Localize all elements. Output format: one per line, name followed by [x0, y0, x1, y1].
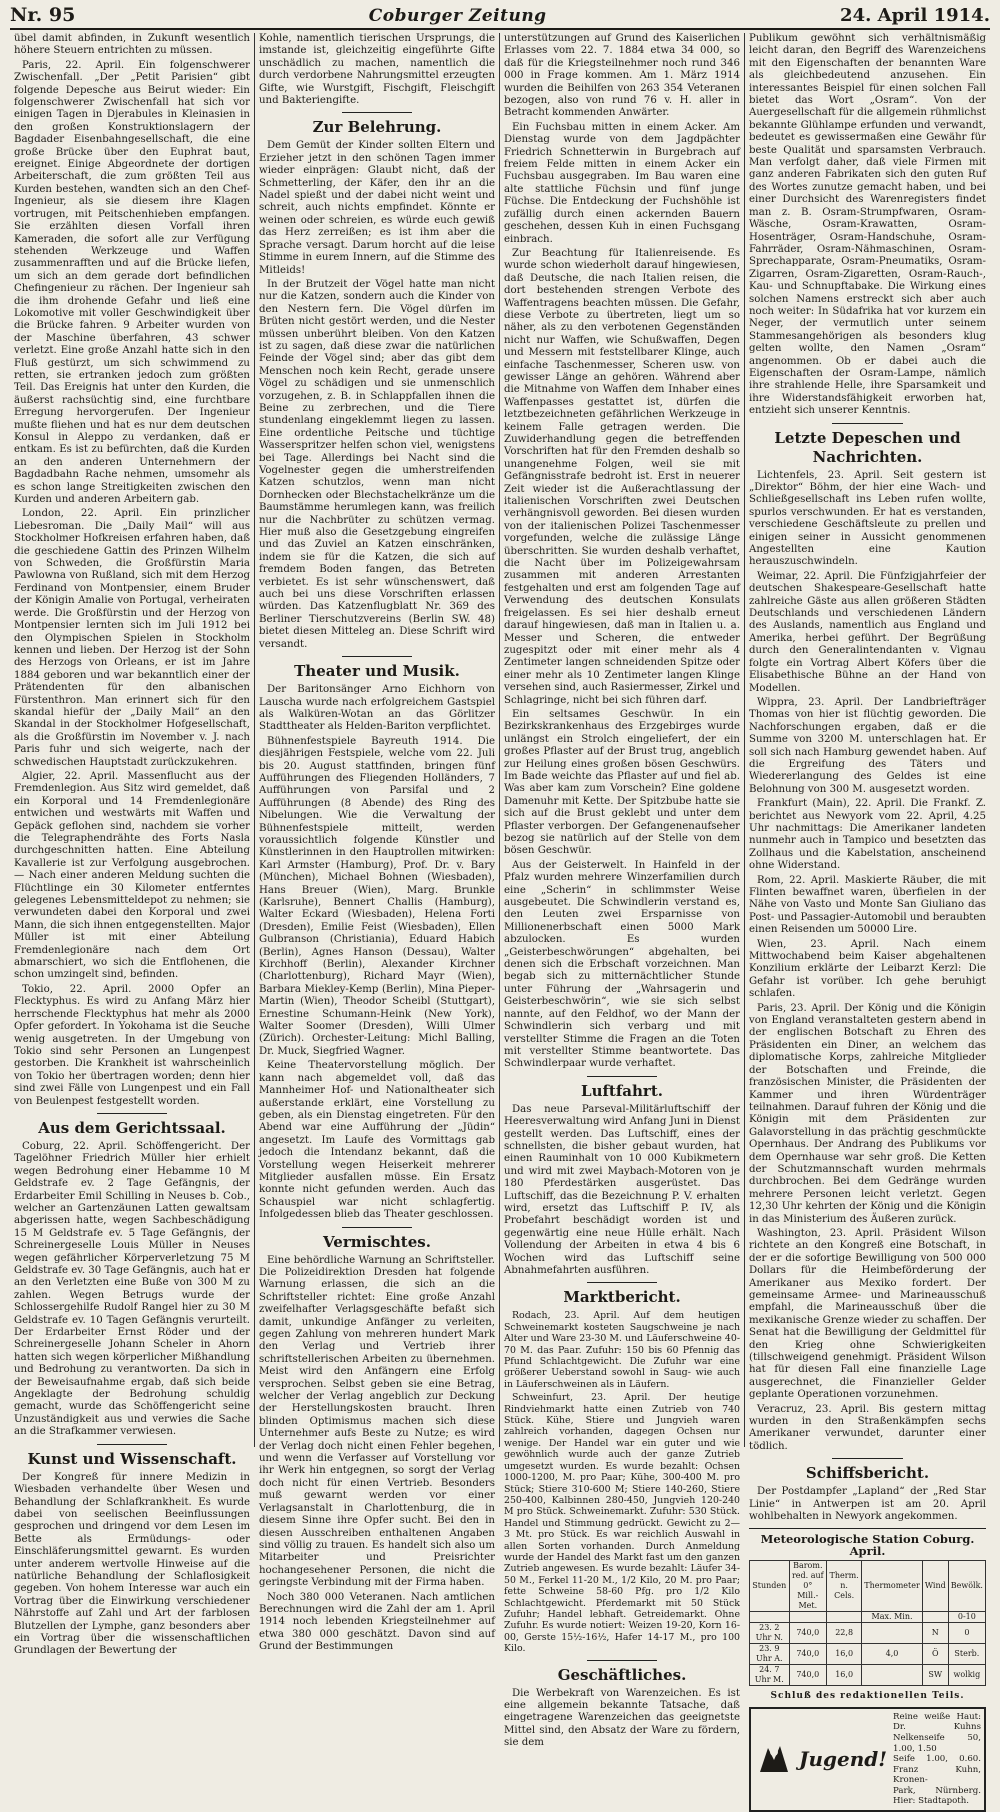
- divider: [342, 656, 413, 657]
- weather-subheader: [826, 1612, 861, 1623]
- section-heading-art: Kunst und Wissenschaft.: [27, 1449, 237, 1468]
- weather-cell: Ö: [922, 1644, 948, 1665]
- divider: [587, 1076, 658, 1077]
- weather-cell: SW: [922, 1665, 948, 1686]
- weather-cell: Sterb.: [948, 1644, 985, 1665]
- article-fox: Ein Fuchsbau mitten in einem Acker. Am Dienstag wurde von dem Jagdpächter Friedrich Schnetterwin in Burgebrach auf freiem Felde mitten in einem Acker ein Fuchsbau ausgegraben. Im Bau waren eine alte stattliche Füchsin und fünf junge Füchse. Die Entdeckung der Fuchshöhle ist zufällig durch einen ackernden Bauern geschehen, dessen Kuh in einen Fuchsgang einbrach.: [504, 121, 740, 245]
- advertisement: [749, 1707, 986, 1812]
- divider: [832, 1458, 903, 1459]
- weather-table: [749, 1560, 986, 1686]
- weather-row: [750, 1665, 986, 1686]
- columns: [10, 33, 990, 1807]
- article-bayreuth: Bühnenfestspiele Bayreuth 1914. Die diesjährigen Festspiele, welche vom 22. Juli bis 20. August stattfinden, bringen fünf Aufführungen des Fliegenden Holländers, 7 Aufführungen von Parsifal und 2 Aufführungen (8 Abende) des Ring des Nibelungen. Wie die Verwaltung der Bühnenfestspiele mitteilt, werden voraussichtlich folgende Künstler und Künstlerinnen in den Hauptrollen mitwirken: Karl Armster (Hamburg), Prof. Dr. v. Bary (München), Michael Bohnen (Wiesbaden), Hans Breuer (Wien), Marg. Brunkle (Karlsruhe), Bennert Challis (Hamburg), Walter Eckard (Wiesbaden), Helena Forti (Dresden), Emilie Feist (Wiesbaden), Ellen Gulbranson (Christiania), Eduard Habich (Berlin), Agnes Hanson (Dessau), Walter Kirchhoff (Berlin), Alexander Kirchner (Charlottenburg), Richard Mayr (Wien), Barbara Miekley-Kemp (Berlin), Mina Pieper-Martin (Wien), Theodor Scheibl (Stuttgart), Ernestine Schumann-Heink (New York), Walter Soomer (Dresden), Willi Ulmer (Zürich). Orchester-Leitung: Michl Balling, Dr. Muck, Siegfried Wagner.: [259, 735, 495, 1057]
- weather-header: Bewölk.: [948, 1561, 985, 1612]
- weather-cell: [862, 1665, 923, 1686]
- section-heading-misc: Vermischtes.: [323, 1232, 431, 1251]
- weather-cell: 16,0: [826, 1665, 861, 1686]
- article-osram: Publikum gewöhnt sich verhältnismäßig leicht daran, den Begriff des Warenzeichens mit den Eigenschaften der benannten Ware als gleichbedeutend anzusehen. Ein interessantes Beispiel für einen solchen Fall bietet das Wort „Osram“. Von der Auergesellschaft für die allgemein rühmlichst bekannte Glühlampe erfunden und verwandt, bedeutet es gewissermaßen eine Gewähr für beste Qualität und sparsamsten Verbrauch. Man verfolgt daher, daß viele Firmen mit ganz anderen Fabrikaten sich den guten Ruf des Wortes zunutze gemacht haben, und bei einer Durchsicht des Warenregisters findet man z. B. Osram-Strumpfwaren, Osram-Wäsche, Osram-Krawatten, Osram-Hosenträger, Osram-Handschuhe, Osram-Fahrräder, Osram-Nähmaschinen, Osram-Sprechapparate, Osram-Pneumatiks, Osram-Zigarren, Osram-Zigaretten, Osram-Rauch-, Kau- und Schnupftabake. Die Wirkung eines solchen Namens erstreckt sich aber auch noch weiter: In Südafrika hat vor kurzem ein Neger, der vermutlich unter seinem Stammesangehörigen als besonders klug gelten wollte, den Namen „Osram“ angenommen. Ob er dabei auch die Eigenschaften der Osram-Lampe, nämlich ihre strahlende Helle, ihre Sparsamkeit und ihre Widerstandsfähigkeit erworben hat, entzieht sich unserer Kenntnis.: [749, 33, 986, 417]
- article-ghosts: Aus der Geisterwelt. In Hainfeld in der Pfalz wurden mehrere Winzerfamilien durch eine „Scherin“ in schlimmster Weise ausgebeutet. Die Schwindlerin verstand es, den Leuten zwei Ersparnisse von Millionenerbschaft einen 5000 Mark abzulocken. Es wurden „Geisterbeschwörungen“ abgehalten, bei denen sich die Erbschaft vorzeichnen. Man begab sich zu mitternächtlicher Stunde unter Führung der „Wahrsagerin und Geisterbeschwörin“, wie sie sich selbst nannte, auf den Feldhof, wo der Mann der Schwindlerin sich verbarg und mit verstellter Stimme die Fragen an die Toten mit verstellter Stimme beantwortete. Das Schwindlerpaar wurde verhaftet.: [504, 859, 740, 1070]
- article-washington: Washington, 23. April. Präsident Wilson richtete an den Kongreß eine Botschaft, in der er die sofortige Bewilligung von 500 000 Dollars für die Heimbeförderung der Amerikaner aus Mexiko fordert. Der gemeinsame Armee- und Marineausschuß empfahl, die Marineausschuß über die mexikanische Grenze wieder zu schaffen. Der Senat hat die Bewilligung der Geldmittel für den Krieg ohne Schwierigkeiten (tillschweigend genehmigt. Präsident Wilson hat für diesen Fall eine finanzielle Lage ausgerechnet, die Finanzieller Gelder geplante Operationen vorzunehmen.: [749, 1227, 986, 1401]
- weather-header: Stunden: [750, 1561, 790, 1612]
- weather-cell: 740,0: [789, 1665, 826, 1686]
- weather-cell: 23. 9 Uhr A.: [750, 1644, 790, 1665]
- article-court: Coburg, 22. April. Schöffengericht. Der Tagelöhner Friedrich Müller hier erhielt wegen Bedrohung einer Hebamme 10 M Geldstrafe ev. 2 Tage Gefängnis, der Erdarbeiter Emil Schilling in Neuses b. Cob., welcher an Gartenzäunen Latten gewaltsam abgerissen hatte, wegen Sachbeschädigung 15 M Geldstrafe ev. 5 Tage Gefängnis, der Schreinergeselle Louis Müller in Neuses wegen gefährlicher Körperverletzung 75 M Geldstrafe ev. 30 Tage Gefängnis, auch hat er an den Verletzten eine Buße von 300 M zu zahlen. Wegen Betrugs wurde der Schlossergehilfe Rudolf Rangel hier zu 30 M Geldstrafe ev. 10 Tagen Gefängnis verurteilt. Der Erdarbeiter Ernst Röder und der Schreinergeselle Johann Scheler in Ahorn hatten sich wegen körperlicher Mißhandlung und Bedrohung zu verantworten. Da sich in der Beweisaufnahme ergab, daß sich beide Angeklagte der Bedrohung schuldig gemacht, wurde das Schöffengericht seine Unzuständigkeit aus und verwies die Sache an die Strafkammer verwiesen.: [14, 1140, 250, 1438]
- divider: [97, 1444, 168, 1445]
- weather-cell: 740,0: [789, 1644, 826, 1665]
- weather-header: Wind: [922, 1561, 948, 1612]
- article-ulcer: Ein seltsames Geschwür. In ein Bezirkskrankenhaus des Erzgebirges wurde unlängst ein Strolch eingeliefert, der ein großes Pflaster auf der Brust trug, angeblich zur Heilung eines großen bösen Geschwürs. Im Bade weichte das Pflaster auf und fiel ab. Was aber kam zum Vorschein? Eine goldene Damenuhr mit Kette. Der Spitzbube hatte sie sich auf die Brust geklebt und unter dem Pflaster verborgen. Der Gefangenenaufseher bezog sie natürlich auf der Stelle von dem bösen Geschwür.: [504, 708, 740, 857]
- weather-cell: 740,0: [789, 1623, 826, 1644]
- divider: [342, 112, 413, 113]
- issue-date: 24. April 1914.: [840, 5, 990, 26]
- weather-header-row: [750, 1561, 986, 1612]
- article-rom: Rom, 22. April. Maskierte Räuber, die mit Flinten bewaffnet waren, überfielen in der Nähe von Vasto und Monte San Giuliano das Post- und Passagier-Automobil und beraubten einen Reisenden um 50000 Lire.: [749, 874, 986, 936]
- divider: [587, 1282, 658, 1283]
- weather-station-title: [749, 1533, 986, 1558]
- weather-cell: [862, 1623, 923, 1644]
- weather-cell: 24. 7 Uhr M.: [750, 1665, 790, 1686]
- weather-cell: 16,0: [826, 1644, 861, 1665]
- ad-line: Park, Nürnberg. Hier: Stadtapoth.: [893, 1785, 981, 1807]
- article-frankfurt: Frankfurt (Main), 22. April. Die Frankf. Z. berichtet aus Newyork vom 22. April, 4.25 Uhr nachmittags: Die Amerikaner landeten nunmehr auch in Tampico und besetzten das Zollhaus und die Kabelstation, anscheinend ohne Widerstand.: [749, 798, 986, 872]
- section-heading-teaching: Zur Belehrung.: [312, 118, 442, 137]
- article-paris: Paris, 23. April. Der König und die Königin von England veranstalteten gestern abend in der englischen Botschaft zu Ehren des Präsidenten ein Diner, an welchem das diplomatische Korps, zahlreiche Mitglieder der Botschaften und Freinde, die französischen Minister, die Präsidenten der Kammer und ihren Würdenträger teilnahmen. Darauf fuhren der König und die Königin mit dem Präsidenten zur Galavorstellung in das prächtig geschmückte Opernhaus. Der Andrang des Publikums vor dem Opernhause war sehr groß. Die Ketten der Schutzmannschaft wurden mehrmals durchbrochen. Bei dem Gedränge wurden mehrere Personen leicht verletzt. Gegen 12,30 Uhr kehrten der König und die Königin in das Ministerium des Äußeren zurück.: [749, 1002, 986, 1225]
- ad-line: Reine weiße Haut: Dr. Kuhns Nelkenseife 50, 1.00, 1.50: [893, 1711, 981, 1754]
- ad-line: Seife 1.00, 0.60. Franz Kuhn, Kronen-: [893, 1754, 981, 1786]
- divider: [97, 1113, 168, 1114]
- ad-brand: Jugend!: [799, 1747, 888, 1772]
- article-wien: Wien, 23. April. Nach einem Mittwochabend beim Kaiser abgehaltenen Konzilium erklärte der Leibarzt Kerzl: Die Gefahr ist vorüber. Ich gehe beruhigt schlafen.: [749, 938, 986, 1000]
- section-heading-theatre: Theater und Musik.: [294, 662, 460, 681]
- column-4: [745, 33, 990, 1807]
- article-wippra: Wippra, 23. April. Der Landbriefträger Thomas von hier ist flüchtig geworden. Die Nachforschungen ergaben, daß er die Summe von 3200 M. unterschlagen hat. Er soll sich nach Hamburg gewendet haben. Auf die Ergreifung des Täters und Wiedererlangung des Geldes ist eine Belohnung von 300 M. ausgesetzt worden.: [749, 696, 986, 795]
- article-paragraph: übel damit abfinden, in Zukunft wesentlich höhere Steuern entrichten zu müssen.: [14, 33, 250, 57]
- column-3: [500, 33, 745, 1749]
- paper-title: Coburger Zeitung: [368, 6, 547, 26]
- article-children: Dem Gemüt der Kinder sollten Eltern und Erzieher jetzt in den schönen Tagen immer wieder einprägen: Glaubt nicht, daß der Schmetterling, der Käfer, den ihr an die Nadel spießt und der dabei nicht weint und schreit, auch nichts empfindet. Könnte er weinen oder schreien, es würde euch gewiß das Herz zerreißen; es ist ihm aber die Sprache versagt. Darum horcht auf die leise Stimme in eurem Innern, auf die Stimme des Mitleids!: [259, 140, 495, 276]
- section-heading-court: Aus dem Gerichtssaal.: [38, 1118, 226, 1137]
- section-heading-business: Geschäftliches.: [557, 1665, 687, 1684]
- weather-subheader: 0-10: [948, 1612, 985, 1623]
- editorial-end-notice: Schluß des redaktionellen Teils.: [770, 1691, 965, 1702]
- article-rodach-market: Rodach, 23. April. Auf dem heutigen Schweinemarkt kosteten Saugschweine je nach Alter und Ware 23-30 M. und Läuferschweine 40-70 M. das Paar. Zufuhr: 150 bis 60 Pfennig das Pfund Schlachtgewicht. Die Zufuhr war eine größerer Ueberstand sowohl in Saug- wie auch in Läuferschweinen als in Läufern.: [504, 1310, 740, 1390]
- article-veracruz: Veracruz, 23. April. Bis gestern mittag wurden in den Straßenkämpfen sechs Amerikaner verwundet, darunter einer tödlich.: [749, 1403, 986, 1452]
- article-algier: Algier, 22. April. Massenflucht aus der Fremdenlegion. Aus Sitz wird gemeldet, daß ein Korporal und 14 Fremdenlegionäre entwichen und westwärts mit Waffen und Gepäck geflohen sind, nachdem sie vorher die Telegraphendrähte des Forts Nasla durchgeschnitten hatten. Eine Abteilung Kavallerie ist zur Verfolgung ausgebrochen. — Nach einer anderen Meldung suchten die Flüchtlinge ein 30 Kilometer entferntes gelegenes Lebensmitteldepot zu nehmen; sie verwundeten dabei den Korporal und zwei Mann, die sich ihnen entgegenstellten. Major Müller ist mit einer Abteilung Fremdenlegionäre nach dem Ort abmarschiert, wo sich die Entflohenen, die schon umzingelt sind, befinden.: [14, 770, 250, 981]
- issue-number: Nr. 95: [10, 4, 76, 26]
- article-birds: In der Brutzeit der Vögel hatte man nicht nur die Katzen, sondern auch die Kinder von den Nestern fern. Die Vögel dürfen im Brüten nicht gestört werden, und die Nester müssen unberührt bleiben. Von den Katzen ist zu sagen, daß diese zwar die natürlichen Feinde der Vögel sind; aber das gibt dem Menschen noch kein Recht, gerade unsere Vögel zu schädigen und sie unmenschlich vorzugehen, z. B. in Schlappfallen ihnen die Beine zu zerbrechen, und die Tiere stundenlang eingeklemmt liegen zu lassen. Eine ordentliche Peitsche und tüchtige Wasserspritzer helfen schon viel, wenigstens bei Tage. Allerdings bei Nacht sind die Vogelnester gegen die umherstreifenden Katzen schutzlos, wenn man nicht Dornhecken oder Blechstachelkränze um die Baumstämme herumlegen kann, was freilich nur die Nachbrüter zu schützen vermag. Hier muß also die Gesetzgebung eingreifen und das Zuviel an Katzen einschränken, indem sie für die Katzen, die sich auf fremdem Boden fangen, das Betreten verbietet. Es ist sehr wünschenswert, daß auch bei uns diese Vorschriften erlassen würden. Das Katzenflugblatt Nr. 369 des Berliner Tierschutzvereins (Berlin SW. 48) bietet diesen Mitteleg an. Diese Schrift wird versandt.: [259, 278, 495, 650]
- article-writers-warning: Eine behördliche Warnung an Schriftsteller. Die Polizeidirektion Dresden hat folgende Warnung erlassen, die sich an die Schriftsteller richtet: Eine große Anzahl zweifelhafter Verlagsgeschäfte befaßt sich damit, unkundige Anfänger zu verleiten, gegen Zahlung von mehreren hundert Mark den Verlag und Vertrieb ihrer schriftstellerischen Arbeiten zu übernehmen. Meist wird den Anfängern eine Erfolg versprochen. Selbst geben sie eine Betrag, welcher der Verlag angeblich zur Deckung der Herstellungskosten braucht. Ihren blinden Optimismus machen sich diese Unternehmer aufs Beste zu Nutze; es wird der Verlag doch nicht einen Fehler begehen, und wenn die Verfasser auf Vorstellung vor ihr Werk hin entgegnen, so sorgt der Verlag doch nicht für einen Vertrieb. Besonders muß gewarnt werden vor einer Verlagsanstalt in Charlottenburg, die in diesem Sinne ihre Opfer sucht. Bei den in diesen Ausschreiben enthaltenen Angaben sind völlig zu trauen. Es handelt sich also um Mitarbeiter und Preisrichter hochangesehener Personen, die nicht die geringste Verbindung mit der Firma haben.: [259, 1254, 495, 1589]
- article-lichtenfels: Lichtenfels, 23. April. Seit gestern ist „Direktor“ Böhm, der hier eine Wach- und Schließgesellschaft ins Leben rufen wollte, spurlos verschwunden. Er hat es verstanden, verschiedene Geschäftsleute zu prellen und einigen seiner in Aussicht genommenen Angestellten eine Kaution herauszuschwindeln.: [749, 469, 986, 568]
- article-medicine: Der Kongreß für innere Medizin in Wiesbaden verhandelte über Wesen und Behandlung der Schlafkrankheit. Es wurde dabei von seelischen Beeinflussungen gesprochen und dringend vor dem Lesen im Bette als Ermüdungs- oder Einschläferungsmittel gewarnt. Es wurden unter anderem wertvolle Hinweise auf die natürliche Behandlung der Schlaflosigkeit gegeben. Von hohem Interesse war auch ein Vortrag über die Einwirkung verschiedener Nährstoffe auf Zahl und Art der farblosen Blutzellen der Lymphe, ganz besonders aber ein Vortrag über die wissenschaftlichen Grundlagen der Bewertung der: [14, 1471, 250, 1657]
- article-trademarks: Die Werbekraft von Warenzeichen. Es ist eine allgemein bekannte Tatsache, daß eingetragene Warenzeichen das geeignetste Mittel sind, den Absatz der Ware zu fördern, sie dem: [504, 1687, 740, 1749]
- weather-cell: 0: [948, 1623, 985, 1644]
- section-heading-market: Marktbericht.: [563, 1288, 681, 1307]
- article-airship: Das neue Parseval-Militärluftschiff der Heeresverwaltung wird Anfang Juni in Dienst gestellt werden. Das Luftschiff, eines der schnellsten, die bisher gebaut wurden, hat einen Rauminhalt von 10 000 Kubikmetern und wird mit zwei Maybach-Motoren von je 180 Pferdestärken ausgerüstet. Das Luftschiff, das die Bezeichnung P. V. erhalten wird, ersetzt das Luftschiff P. IV, als Probefahrt beschädigt worden ist und gegenwärtig eine neue Hülle erhält. Nach Vollendung der Arbeiten in etwa 4 bis 6 Wochen wird das Luftschiff seine Abnahmefahrten ausführen.: [504, 1103, 740, 1276]
- article-paragraph: Kohle, namentlich tierischen Ursprungs, die imstande ist, gleichzeitig eingeführte Gifte unschädlich zu machen, namentlich die durch verdorbene Nahrungsmittel erzeugten Gifte, wie Wurstgift, Fischgift, Fleischgift und Bakteriengifte.: [259, 33, 495, 107]
- article-lapland: Der Postdampfer „Lapland“ der „Red Star Linie“ in Antwerpen ist am 20. April wohlbehalten in Newyork angekommen.: [749, 1486, 986, 1523]
- article-italy: Zur Beachtung für Italienreisende. Es wurde schon wiederholt darauf hingewiesen, daß Deutsche, die nach Italien reisen, die dort bestehenden strengen Verbote des Waffentragens beachten müssen. Die Gefahr, diese Verbote zu übertreten, liegt um so näher, als zu den verbotenen Gegenständen nicht nur Waffen, wie Schußwaffen, Degen und Messern mit feststellbarer Klinge, auch einfache Taschenmesser, Scheren usw. von gewisser Länge an gehören. Während aber die Mitnahme von Waffen dem Inhaber eines Waffenpasses gestattet ist, dürfen die letztbezeichneten gefährlichen Werkzeuge in keinem Falle getragen werden. Die Zuwiderhandlung gegen die betreffenden Vorschriften hat für den Fremden deshalb so unangenehme Folgen, weil sie mit Gefängnisstrafe bedroht ist. Erst in neuerer Zeit wieder ist die Außerachtlassung der italienischen Vorschriften zwei Deutschen verhängnisvoll geworden. Bei diesen wurden von der italienischen Polizei Taschenmesser vorgefunden, welche die zulässige Länge überschritten. Sie wurden deshalb verhaftet, die Nacht über im Polizeigewahrsam zusammen mit anderen Arrestanten festgehalten und erst am folgenden Tage auf Verwendung des deutschen Konsulats freigelassen. Es sei hier deshalb erneut darauf hingewiesen, daß man in Italien u. a. Messer und Scheren, die entweder zugespitzt oder mit einer mehr als 4 Zentimeter langen schneidenden Spitze oder einer mehr als 10 Zentimeter langen Klinge versehen sind, auch Rasiermesser, Zirkel und Schlagringe, nicht bei sich führen darf.: [504, 247, 740, 706]
- section-heading-air: Luftfahrt.: [581, 1081, 663, 1100]
- weather-cell: 4,0: [862, 1644, 923, 1665]
- weather-month: April.: [849, 1543, 886, 1558]
- ad-text: [893, 1712, 981, 1807]
- column-2: [255, 33, 500, 1653]
- column-1: [10, 33, 255, 1657]
- masthead: [10, 4, 990, 30]
- weather-cell: wolkig: [948, 1665, 985, 1686]
- section-heading-ships: Schiffsbericht.: [805, 1464, 930, 1483]
- divider: [749, 1528, 986, 1529]
- weather-header: Barom. red. auf 0° Mill.-Met.: [789, 1561, 826, 1612]
- article-weimar: Weimar, 22. April. Die Fünfzigjahrfeier der deutschen Shakespeare-Gesellschaft hatte zahlreiche Gäste aus allen größeren Städten Deutschlands und verschiedenen Ländern des Auslands, namentlich aus England und Amerika, herbei geführt. Der Begrüßung durch den Generalintendanten v. Vignau folgte ein Vortrag Albert Köfers über die Elisabethische Bühne an der Hand von Modellen.: [749, 570, 986, 694]
- article-tokio: Tokio, 22. April. 2000 Opfer an Flecktyphus. Es wird zu Anfang März hier herrschende Flecktyphus hat mehr als 2000 Opfer gefordert. In Yokohama ist die Seuche wenig ausgetreten. In der Umgebung von Tokio sind sehr Personen an Lungenpest gestorben. Die Krankheit ist wahrscheinlich von Tokio her übertragen worden; denn hier sind zwei Fälle von Lungenpest und ein Fall von Beulenpest festgestellt worden.: [14, 983, 250, 1107]
- advertisement-figure-icon: [754, 1740, 794, 1778]
- article-paragraph: unterstützungen auf Grund des Kaiserlichen Erlasses vom 22. 7. 1884 etwa 34 000, so daß für die Kriegsteilnehmer noch rund 346 000 in Frage kommen. Am 1. März 1914 wurden die Beihilfen von 263 354 Veteranen bezogen, also von rund 76 v. H. aller in Betracht kommenden Anwärter.: [504, 33, 740, 119]
- divider: [587, 1660, 658, 1661]
- section-heading-dispatches: Letzte Depeschen und Nachrichten.: [774, 428, 961, 466]
- article-london-romance: London, 22. April. Ein prinzlicher Liebesroman. Die „Daily Mail“ will aus Stockholmer Hofkreisen erfahren haben, daß die geschiedene Gattin des Prinzen Wilhelm von Schweden, die Großfürstin Maria Pawlowna von Rußland, sich mit dem Herzog Ferdinand von Montpensier, einem Bruder der Königin Amalie von Portugal, verheiraten werde. Die Großfürstin und der Herzog von Montpensier lernten sich im Juli 1912 bei den Olympischen Spielen in Stockholm kennen und lieben. Der Herzog ist der Sohn des Herzogs von Orleans, er ist im Jahre 1884 geboren und war bekanntlich einer der Prätendenten für den albanischen Fürstenthron. Man erinnert sich für den skandal hiefür der „Daily Mail“ an den Skandal in der Stockholmer Hofgesellschaft, als die Großfürstin im November v. J. nach Paris fuhr und sich weigerte, nach der schwedischen Hauptstadt zurückzukehren.: [14, 508, 250, 768]
- weather-subheader: [922, 1612, 948, 1623]
- weather-title: Meteorologische Station Coburg.: [760, 1531, 975, 1546]
- weather-subheader: [789, 1612, 826, 1623]
- divider: [342, 1227, 413, 1228]
- article-paris-incident: Paris, 22. April. Ein folgenschwerer Zwischenfall. „Der „Petit Parisien“ gibt folgende Depesche aus Beirut wieder: Ein folgenschwerer Zwischenfall hat sich vor einigen Tagen in Djerabules in Kleinasien in den großen Konstruktionslagern der Bagdader Eisenbahngesellschaft, die eine große Brücke über den Euphrat baut, ereignet. Einige Abgeordnete der dortigen Arbeiterschaft, die zum größten Teil aus Kurden bestehen, wandten sich an den Chef-Ingenieur, als sie diesem ihre Klagen vortrugen, mit Peitschenhieben empfangen. Sie erzählten diesen Vorfall ihren Kameraden, die sofort alle zur Verfügung stehenden Werkzeuge und Waffen zusammenrafften und auf die Brücke liefen, um sich an dem gerade dort befindlichen Chefingenieur zu rächen. Der Ingenieur sah die ihm drohende Gefahr und ließ eine Lokomotive mit voller Geschwindigkeit über die Brücke fahren. 9 Arbeiter wurden von der Maschine überfahren, 43 schwer verletzt. Eine große Anzahl hatte sich in den Fluß gestürzt, um sich schwimmend zu retten, sie ertranken jedoch zum größten Teil. Das Ereignis hat unter den Kurden, die äußerst rachsüchtig sind, eine furchtbare Erregung hervorgerufen. Der Ingenieur mußte fliehen und hat es nur dem deutschen Konsul in Aleppo zu verdanken, daß er entkam. Es ist zu befürchten, daß die Kurden an den anderen Unternehmern der Bagdadbahn Rache nehmen, umsomehr als es schon lange Streitigkeiten zwischen den Kurden und anderen Arbeitern gab.: [14, 59, 250, 506]
- weather-subheader: [750, 1612, 790, 1623]
- weather-subheader: Max. Min.: [862, 1612, 923, 1623]
- weather-row: [750, 1644, 986, 1665]
- weather-header: Thermometer: [862, 1561, 923, 1612]
- article-no-theatre: Keine Theatervorstellung möglich. Der kann nach abgemeldet voll, daß das Mannheimer Hof- und Nationaltheater sich außerstande erklärt, eine Vorstellung zu geben, als ein Dienstag eingetreten. Für den Abend war eine Aufführung der „Jüdin“ angesetzt. Im Laufe des Vormittags gab jedoch die Intendanz bekannt, daß die Vorstellung wegen Heiserkeit mehrerer Mitglieder ausfallen müsse. Ein Ersatz konnte nicht gefunden werden. Auch das Schauspiel war nicht schlagfertig. Infolgedessen blieb das Theater geschlossen.: [259, 1060, 495, 1221]
- weather-cell: 22,8: [826, 1623, 861, 1644]
- article-veterans: Noch 380 000 Veteranen. Nach amtlichen Berechnungen wird die Zahl der am 1. April 1914 noch lebenden Kriegsteilnehmer auf etwa 380 000 geschätzt. Davon sind auf Grund der Bestimmungen: [259, 1591, 495, 1653]
- weather-row: [750, 1623, 986, 1644]
- weather-subheader-row: [750, 1612, 986, 1623]
- divider: [832, 423, 903, 424]
- article-baritone: Der Baritonsänger Arno Eichhorn von Lauscha wurde nach erfolgreichem Gastspiel als Walküren-Wotan an das Görlitzer Stadttheater als Helden-Bariton verpflichtet.: [259, 684, 495, 733]
- article-schweinfurt-market: Schweinfurt, 23. April. Der heutige Rindviehmarkt hatte einen Zutrieb von 740 Stück. Kühe, Stiere und Jungvieh waren zahlreich vorhanden, dagegen Ochsen nur wenige. Der Handel war ein guter und wie gewöhnlich wurde auch der ganze Zutrieb umgesetzt wurden. Es wurde bezahlt: Ochsen 1000-1200, M. pro Paar; Kühe, 300-400 M. pro Stück; Stiere 310-600 M; Stiere 140-260, Stiere 250-400, Kalbinnen 280-450, Jungvieh 120-240 M pro Stück. Schweinemarkt. Zufuhr: 530 Stück. Handel und Stimmung gedrückt. Gewicht zu 2—3 Mt. pro Stück. Es war reichlich Auswahl in allen Sorten vorhanden. Durch Anmeldung wurde der Handel des Markt fast um den ganzen Zutrieb angewesen. Es wurde bezahlt: Läufer 34-50 M., Ferkel 11-20 M., 1/2 Kilo, 20 M. pro Paar; fette Schweine 58-60 Pfg. pro 1/2 Kilo Schlachtgewicht. Pferdemarkt mit 50 Stück Zufuhr; Handel lebhaft. Getreidemarkt. Ohne Zufuhr. Es wurde notiert: Weizen 19-20, Korn 16-00, Gerste 15½-16½, Hafer 14-17 M., pro 100 Kilo.: [504, 1392, 740, 1655]
- weather-cell: 23. 2 Uhr N.: [750, 1623, 790, 1644]
- weather-header: Therm. n. Cels.: [826, 1561, 861, 1612]
- weather-cell: N: [922, 1623, 948, 1644]
